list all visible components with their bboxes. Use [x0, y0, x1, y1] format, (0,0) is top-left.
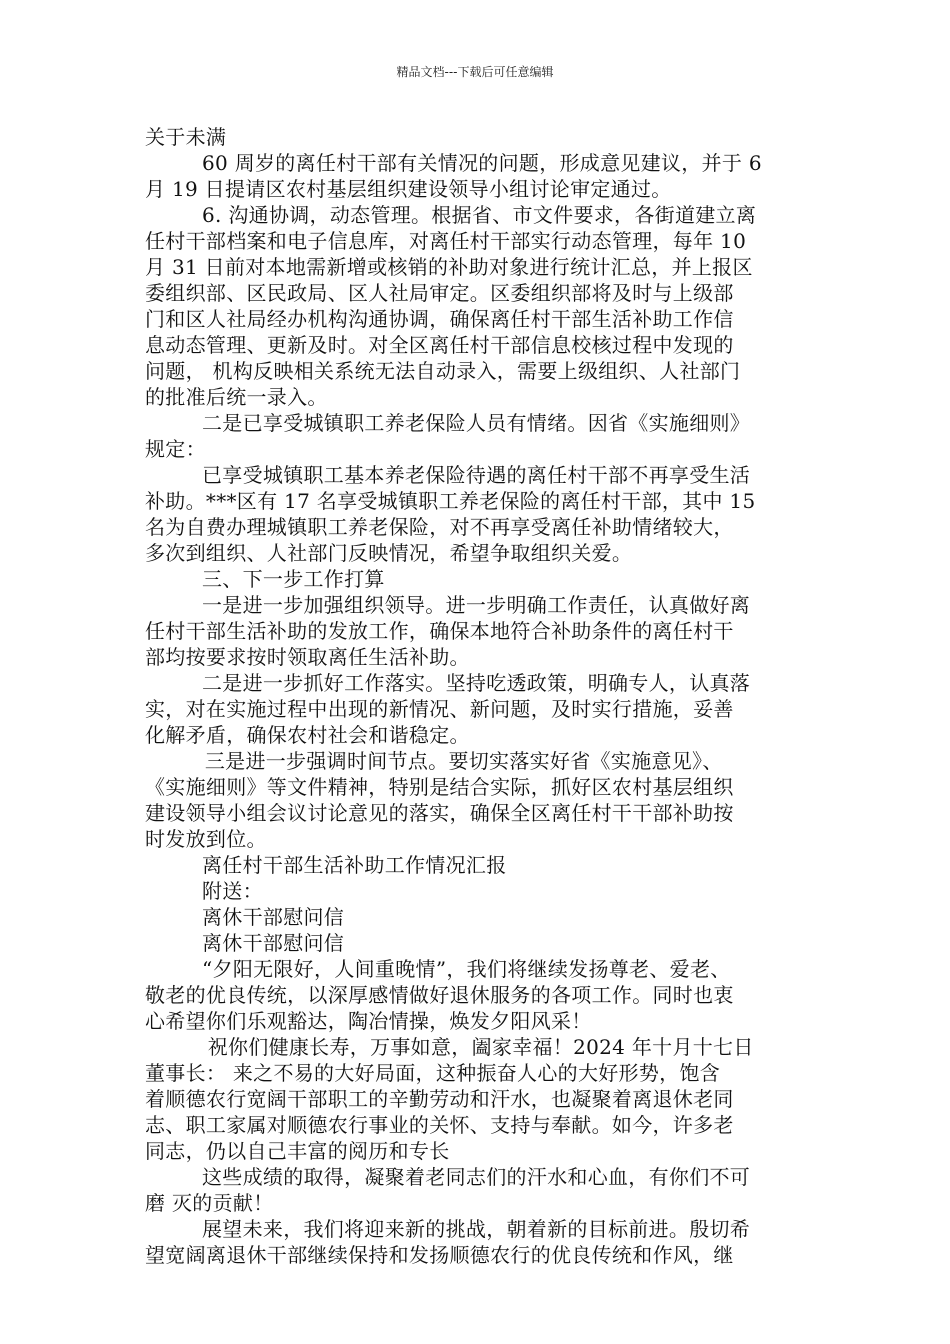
text-line: 祝你们健康长寿，万事如意，阖家幸福！2024 年十月十七日: [207, 1035, 754, 1059]
text-line: 关于未满: [145, 125, 227, 149]
text-line: 望宽阔离退休干部继续保持和发扬顺德农行的优良传统和作风，继: [145, 1243, 734, 1267]
text-line: 离休干部慰问信: [202, 931, 345, 955]
text-line: 附送：: [202, 879, 263, 903]
text-line: 《实施细则》等文件精神，特别是结合实际，抓好区农村基层组织: [145, 775, 734, 799]
text-line: 门和区人社局经办机构沟通协调，确保离任村干部生活补助工作信: [145, 307, 734, 331]
text-line: 磨 灭的贡献！: [145, 1191, 274, 1215]
text-line: 规定：: [145, 437, 206, 461]
text-line: 一是进一步加强组织领导。进一步明确工作责任，认真做好离: [202, 593, 751, 617]
text-line: 月 31 日前对本地需新增或核销的补助对象进行统计汇总，并上报区: [145, 255, 753, 279]
text-line: 任村干部生活补助的发放工作，确保本地符合补助条件的离任村干: [145, 619, 734, 643]
document-body: [145, 124, 805, 1268]
text-line: 的批准后统一录入。: [145, 385, 328, 409]
text-line: 6. 沟通协调，动态管理。根据省、市文件要求，各街道建立离: [202, 203, 757, 227]
text-line: 实，对在实施过程中出现的新情况、新问题，及时实行措施，妥善: [145, 697, 734, 721]
text-line: 三、下一步工作打算: [202, 567, 385, 591]
text-line: 补助。***区有 17 名享受城镇职工养老保险的离任村干部，其中 15: [145, 489, 756, 513]
text-line: 同志，仍以自己丰富的阅历和专长: [145, 1139, 450, 1163]
text-line: 已享受城镇职工基本养老保险待遇的离任村干部不再享受生活: [202, 463, 751, 487]
text-line: 离任村干部生活补助工作情况汇报: [202, 853, 507, 877]
text-line: 二是已享受城镇职工养老保险人员有情绪。因省《实施细则》: [202, 411, 751, 435]
text-line: 60 周岁的离任村干部有关情况的问题，形成意见建议，并于 6: [202, 151, 762, 175]
text-line: 展望未来，我们将迎来新的挑战，朝着新的目标前进。殷切希: [202, 1217, 751, 1241]
text-line: 着顺德农行宽阔干部职工的辛勤劳动和汗水，也凝聚着离退休老同: [145, 1087, 734, 1111]
text-line: 多次到组织、人社部门反映情况，希望争取组织关爱。: [145, 541, 633, 565]
text-line: 部均按要求按时领取离任生活补助。: [145, 645, 470, 669]
text-line: 董事长： 来之不易的大好局面，这种振奋人心的大好形势，饱含: [145, 1061, 721, 1085]
text-line: 名为自费办理城镇职工养老保险，对不再享受离任补助情绪较大，: [145, 515, 734, 539]
text-line: 化解矛盾，确保农村社会和谐稳定。: [145, 723, 470, 747]
text-line: 心希望你们乐观豁达，陶冶情操，焕发夕阳风采！: [145, 1009, 592, 1033]
text-line: 建设领导小组会议讨论意见的落实，确保全区离任村干干部补助按: [145, 801, 734, 825]
text-line: 任村干部档案和电子信息库，对离任村干部实行动态管理，每年 10: [145, 229, 747, 253]
text-line: 这些成绩的取得，凝聚着老同志们的汗水和心血，有你们不可: [202, 1165, 751, 1189]
text-line: 时发放到位。: [145, 827, 267, 851]
text-line: 敬老的优良传统，以深厚感情做好退休服务的各项工作。同时也衷: [145, 983, 734, 1007]
text-line: 问题， 机构反映相关系统无法自动录入，需要上级组织、人社部门: [145, 359, 741, 383]
text-line: 三是进一步强调时间节点。要切实落实好省《实施意见》、: [204, 749, 723, 773]
text-line: 息动态管理、更新及时。对全区离任村干部信息校核过程中发现的: [145, 333, 734, 357]
text-line: 委组织部、区民政局、区人社局审定。区委组织部将及时与上级部: [145, 281, 734, 305]
text-line: “夕阳无限好，人间重晚情”，我们将继续发扬尊老、爱老、: [202, 957, 731, 981]
text-line: 二是进一步抓好工作落实。坚持吃透政策，明确专人，认真落: [202, 671, 751, 695]
page-header: 精品文档---下载后可任意编辑: [396, 65, 554, 79]
text-line: 离休干部慰问信: [202, 905, 345, 929]
text-line: 月 19 日提请区农村基层组织建设领导小组讨论审定通过。: [145, 177, 672, 201]
text-line: 志、职工家属对顺德农行事业的关怀、支持与奉献。如今，许多老: [145, 1113, 734, 1137]
